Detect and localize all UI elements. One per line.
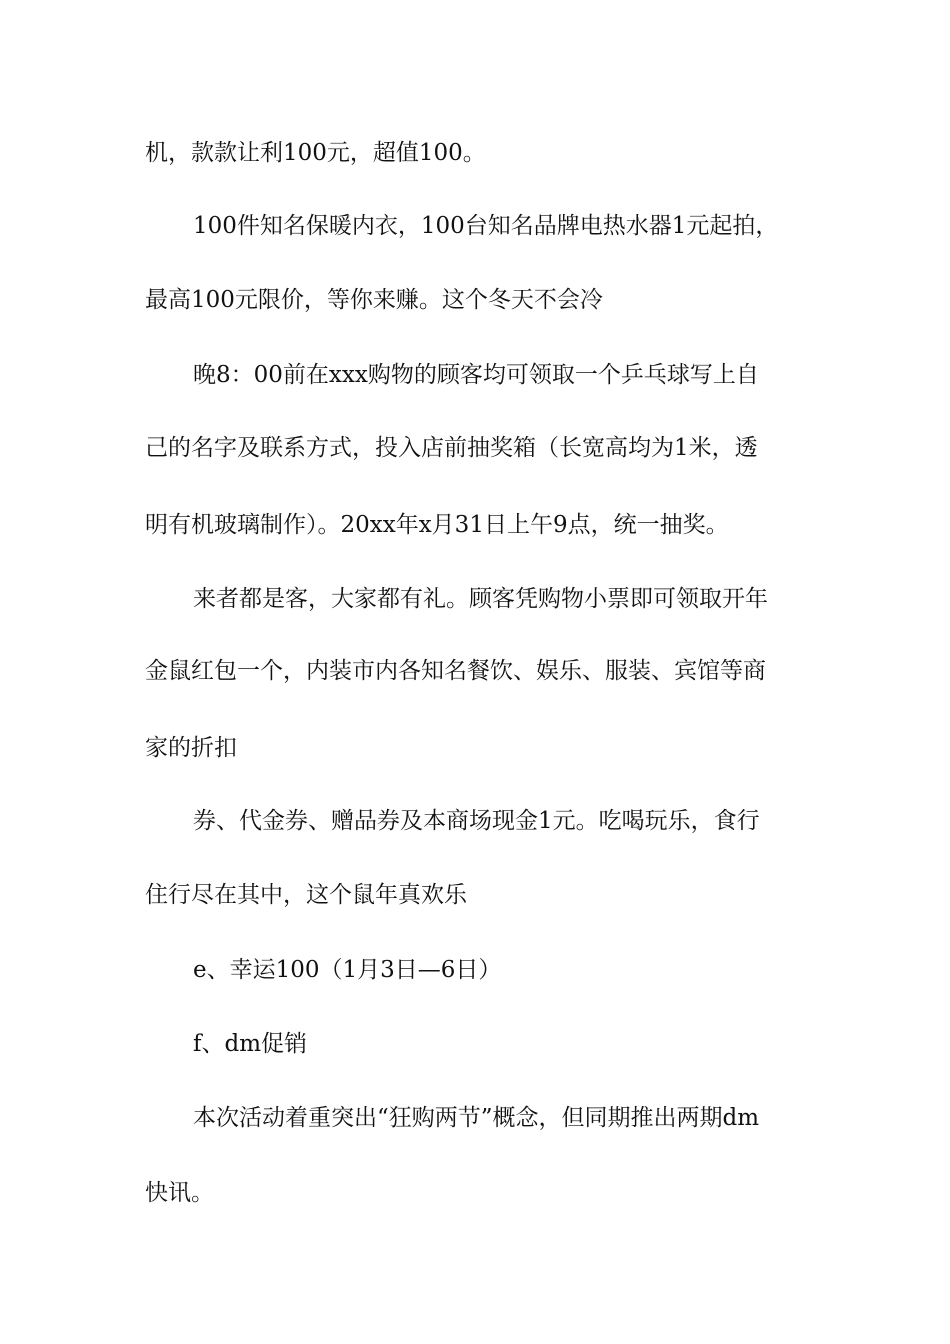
text-line: 家的折扣 [145,735,237,761]
text-line: 己的名字及联系方式，投入店前抽奖箱（长宽高均为1米，透 [145,435,758,461]
text-line: 机，款款让利100元，超值100。 [145,140,486,166]
text-line: 来者都是客，大家都有礼。顾客凭购物小票即可领取开年 [193,586,768,612]
text-line: 晚8：00前在xxx购物的顾客均可领取一个乒乓球写上自 [193,362,759,388]
text-line: 本次活动着重突出“狂购两节”概念，但同期推出两期dm [193,1105,760,1131]
text-line: 快讯。 [145,1180,214,1206]
text-line: 最高100元限价，等你来赚。这个冬天不会冷 [145,287,603,313]
text-line: 金鼠红包一个，内装市内各知名餐饮、娱乐、服装、宾馆等商 [145,658,766,684]
text-line: f、dm促销 [193,1031,308,1057]
text-line: 100件知名保暖内衣，100台知名品牌电热水器1元起拍， [193,213,779,239]
text-line: 住行尽在其中，这个鼠年真欢乐 [145,882,467,908]
text-line: 明有机玻璃制作）。20xx年x月31日上午9点，统一抽奖。 [145,512,729,538]
text-line: e、幸运100（1月3日—6日） [193,957,502,983]
text-line: 券、代金券、赠品券及本商场现金1元。吃喝玩乐，食行 [193,808,760,834]
